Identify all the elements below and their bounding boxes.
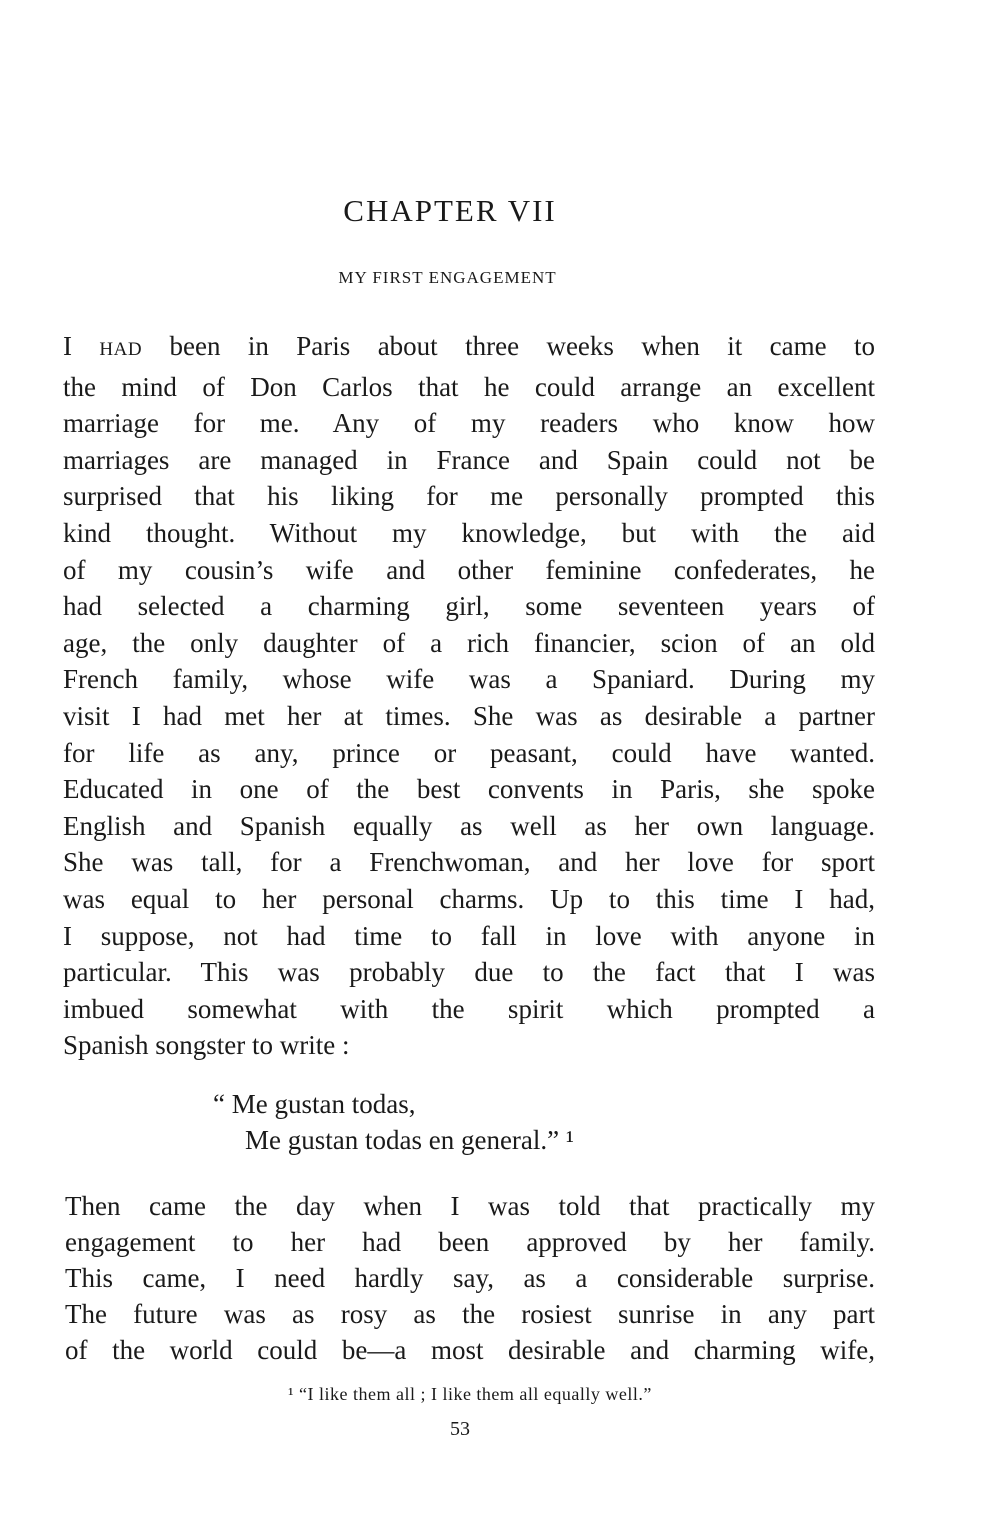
paragraph-line-text: been in Paris about three weeks when it came to	[142, 331, 875, 361]
verse-line: Me gustan todas en general.” ¹	[245, 1125, 574, 1155]
paragraph-line: had selected a charming girl, some seventeen years of	[63, 591, 875, 622]
chapter-subtitle: MY FIRST ENGAGEMENT	[338, 268, 557, 287]
paragraph-line: surprised that his liking for me personally prompted this	[63, 481, 875, 512]
paragraph-line: of my cousin’s wife and other feminine confederates, he	[63, 554, 875, 585]
verse-quote	[213, 1086, 574, 1158]
paragraph-line: particular. This was probably due to the fact that I was	[63, 957, 875, 988]
paragraph-line: French family, whose wife was a Spaniard. During my	[63, 664, 875, 695]
chapter-title: CHAPTER VII	[343, 193, 557, 228]
paragraph-line: marriage for me. Any of my readers who know how	[63, 408, 875, 439]
paragraph-line: imbued somewhat with the spirit which prompted a	[63, 993, 875, 1024]
paragraph-line: for life as any, prince or peasant, could have wanted.	[63, 737, 875, 768]
paragraph-line: of the world could be—a most desirable and charming wife,	[65, 1335, 875, 1365]
paragraph-line: English and Spanish equally as well as her own language.	[63, 810, 875, 841]
page-number: 53	[450, 1418, 470, 1440]
paragraph-line: visit I had met her at times. She was as desirable a partner	[63, 700, 875, 731]
paragraph-line: Educated in one of the best convents in Paris, she spoke	[63, 774, 875, 805]
paragraph-line: Then came the day when I was told that practically my	[65, 1191, 875, 1221]
paragraph-line: the mind of Don Carlos that he could arrange an excellent	[63, 371, 875, 402]
paragraph-line: Spanish songster to write :	[63, 1030, 350, 1061]
paragraph-line: engagement to her had been approved by her family.	[65, 1227, 875, 1257]
paragraph-line: marriages are managed in France and Spain could not be	[63, 444, 875, 475]
paragraph-line: age, the only daughter of a rich financier, scion of an old	[63, 627, 875, 658]
paragraph-line: She was tall, for a Frenchwoman, and her love for sport	[63, 847, 875, 878]
paragraph-line	[63, 328, 875, 369]
footnote: ¹ “I like them all ; I like them all equally well.”	[288, 1384, 652, 1404]
dropcap-letter: I	[63, 331, 72, 361]
paragraph-line: kind thought. Without my knowledge, but with the aid	[63, 517, 875, 548]
paragraph-2	[65, 1188, 875, 1368]
verse-line: “ Me gustan todas,	[213, 1089, 416, 1119]
smallcaps-word: HAD	[99, 339, 143, 360]
paragraph-line: This came, I need hardly say, as a considerable surprise.	[65, 1263, 875, 1293]
paragraph-line: was equal to her personal charms. Up to this time I had,	[63, 883, 875, 914]
paragraph-line: The future was as rosy as the rosiest sunrise in any part	[65, 1299, 875, 1329]
paragraph-1	[63, 328, 875, 1064]
paragraph-line: I suppose, not had time to fall in love with anyone in	[63, 920, 875, 951]
